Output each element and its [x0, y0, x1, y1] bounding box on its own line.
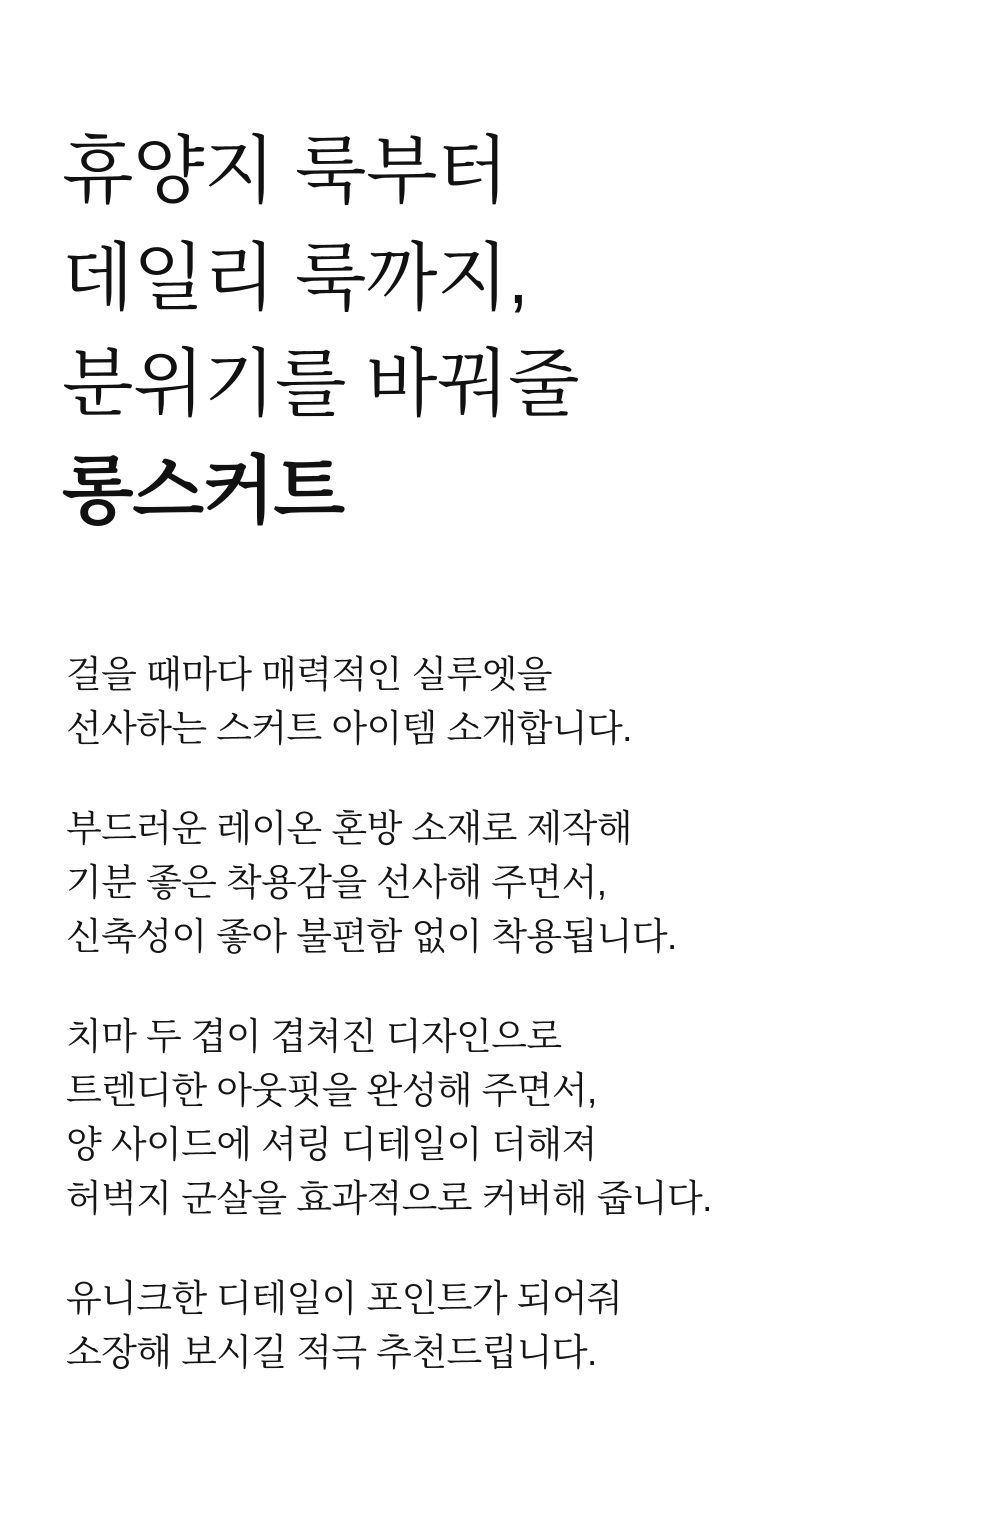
- headline-line-4-emphasis: 롱스커트: [62, 448, 344, 532]
- paragraph-1-line-2: 선사하는 스커트 아이템 소개합니다.: [66, 708, 632, 750]
- paragraph-2-line-1: 부드러운 레이온 혼방 소재로 제작해: [66, 808, 632, 850]
- paragraph-3-line-4: 허벅지 군살을 효과적으로 커버해 줍니다.: [66, 1178, 712, 1220]
- paragraph-2-line-2: 기분 좋은 착용감을 선사해 주면서,: [66, 862, 607, 904]
- body-copy: [66, 648, 946, 1380]
- paragraph-2: [66, 802, 946, 964]
- headline-line-1: 휴양지 룩부터: [62, 129, 508, 212]
- headline-line-2: 데일리 룩까지,: [62, 235, 529, 319]
- paragraph-2-line-3: 신축성이 좋아 불편함 없이 착용됩니다.: [66, 916, 677, 958]
- paragraph-4-line-1: 유니크한 디테일이 포인트가 되어줘: [66, 1278, 623, 1320]
- headline-line-3: 분위기를 바꿔줄: [62, 342, 579, 426]
- paragraph-3-line-1: 치마 두 겹이 겹쳐진 디자인으로: [66, 1016, 562, 1058]
- paragraph-3: [66, 1010, 946, 1226]
- page-title: [62, 118, 942, 544]
- paragraph-3-line-2: 트렌디한 아웃핏을 완성해 주면서,: [66, 1070, 597, 1112]
- paragraph-3-line-3: 양 사이드에 셔링 디테일이 더해져: [66, 1124, 597, 1166]
- paragraph-1: [66, 648, 946, 756]
- paragraph-4-line-2: 소장해 보시길 적극 추천드립니다.: [66, 1332, 597, 1374]
- paragraph-4: [66, 1272, 946, 1380]
- paragraph-1-line-1: 걸을 때마다 매력적인 실루엣을: [66, 654, 552, 695]
